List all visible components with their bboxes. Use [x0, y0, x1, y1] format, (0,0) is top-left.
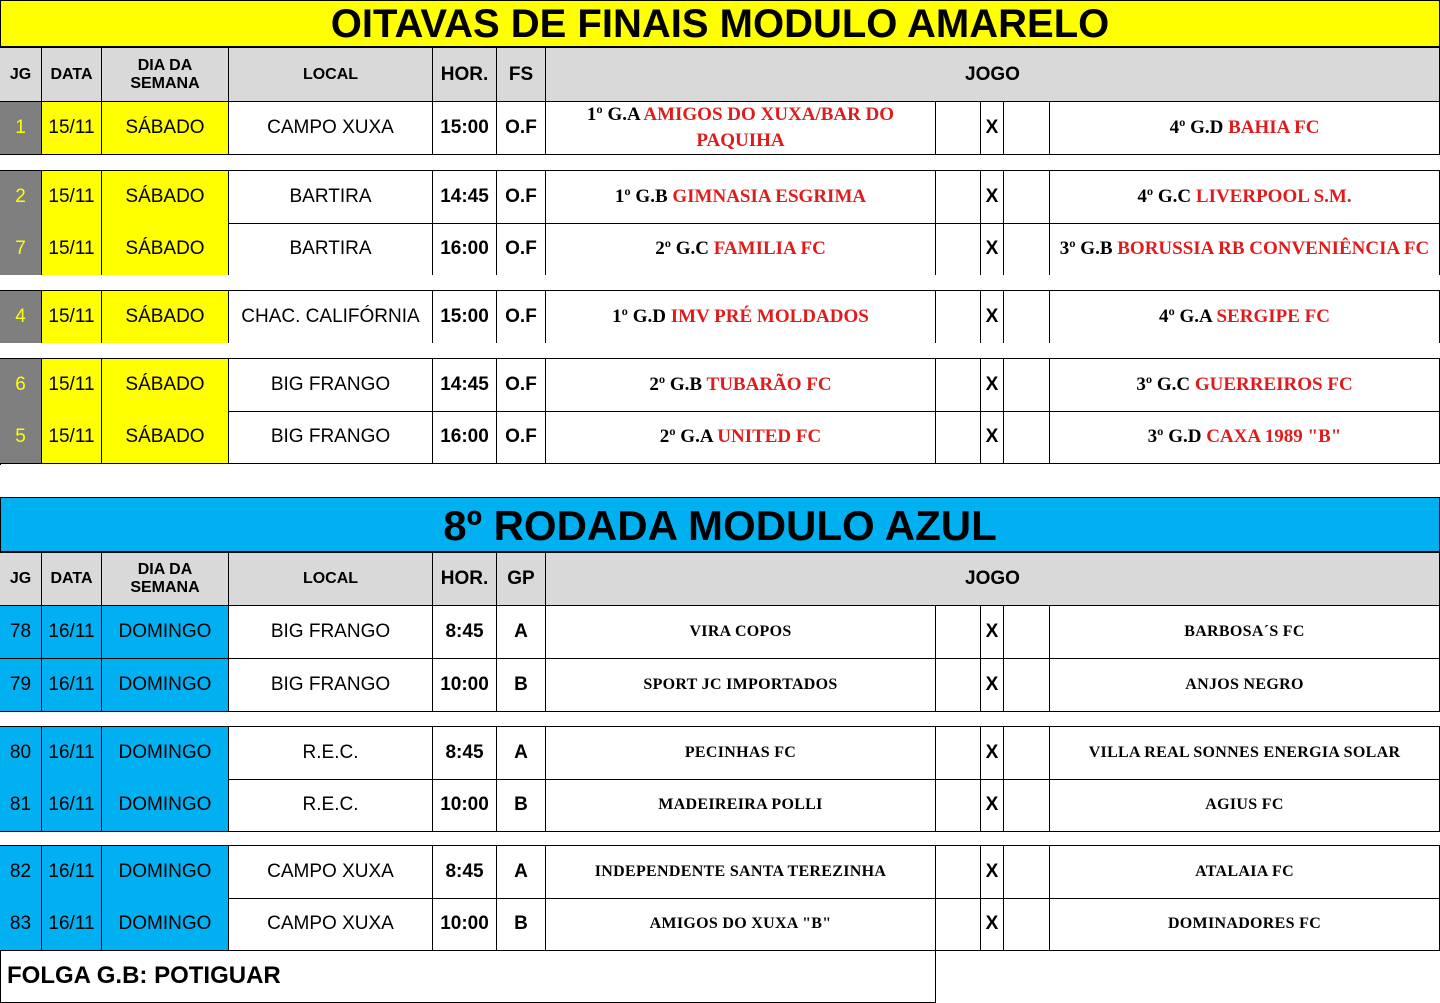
header-hor: HOR. — [433, 552, 497, 606]
match-date: 15/11 — [42, 359, 102, 412]
match-time: 10:00 — [433, 659, 497, 712]
match-weekday: SÁBADO — [102, 171, 229, 224]
versus-mark: X — [981, 779, 1004, 832]
away-team-name: LIVERPOOL S.M. — [1195, 186, 1352, 207]
header-data: DATA — [42, 47, 102, 102]
home-team — [546, 359, 936, 412]
row-spacer — [0, 275, 1440, 291]
match-weekday: SÁBADO — [102, 291, 229, 344]
score-away — [1004, 359, 1050, 412]
section-title-amarelo: OITAVAS DE FINAIS MODULO AMARELO — [0, 0, 1440, 47]
away-team — [1050, 359, 1440, 412]
match-number: 78 — [0, 606, 42, 659]
away-seed: 4º G.A — [1159, 306, 1212, 327]
home-team: AMIGOS DO XUXA "B" — [546, 898, 936, 951]
match-date: 16/11 — [42, 727, 102, 780]
away-team: AGIUS FC — [1050, 779, 1440, 832]
match-group: A — [497, 606, 546, 659]
match-weekday: DOMINGO — [102, 898, 229, 951]
match-venue: BIG FRANGO — [229, 411, 433, 464]
header-jogo: JOGO — [546, 47, 1440, 102]
versus-mark: X — [981, 102, 1004, 155]
match-venue: BARTIRA — [229, 171, 433, 224]
away-team — [1050, 411, 1440, 464]
score-away — [1004, 606, 1050, 659]
versus-mark: X — [981, 846, 1004, 899]
match-time: 10:00 — [433, 898, 497, 951]
score-home — [936, 779, 981, 832]
away-team-name: SERGIPE FC — [1216, 306, 1330, 327]
header-jg: JG — [0, 552, 42, 606]
away-team: BARBOSA´S FC — [1050, 606, 1440, 659]
score-home — [936, 659, 981, 712]
versus-mark: X — [981, 659, 1004, 712]
match-time: 10:00 — [433, 779, 497, 832]
home-team-name: UNITED FC — [717, 426, 822, 447]
match-date: 16/11 — [42, 846, 102, 899]
match-venue: CAMPO XUXA — [229, 898, 433, 951]
match-group: B — [497, 898, 546, 951]
versus-mark: X — [981, 359, 1004, 412]
away-team-name: CAXA 1989 "B" — [1206, 426, 1342, 447]
match-phase: O.F — [497, 102, 546, 155]
match-date: 15/11 — [42, 102, 102, 155]
match-time: 14:45 — [433, 359, 497, 412]
match-weekday: DOMINGO — [102, 606, 229, 659]
score-away — [1004, 171, 1050, 224]
away-team — [1050, 102, 1440, 155]
home-team-name: AMIGOS DO XUXA/BAR DO PAQUIHA — [643, 104, 895, 151]
home-seed: 1º G.A — [586, 104, 640, 125]
home-seed: 2º G.B — [649, 374, 703, 395]
match-number: 2 — [0, 171, 42, 224]
match-time: 15:00 — [433, 291, 497, 344]
match-date: 15/11 — [42, 171, 102, 224]
match-number: 5 — [0, 411, 42, 464]
match-venue: BIG FRANGO — [229, 659, 433, 712]
score-away — [1004, 223, 1050, 276]
score-home — [936, 291, 981, 344]
home-team-name: GIMNASIA ESGRIMA — [672, 186, 867, 207]
match-venue: CAMPO XUXA — [229, 846, 433, 899]
match-phase: O.F — [497, 171, 546, 224]
match-time: 16:00 — [433, 411, 497, 464]
match-number: 6 — [0, 359, 42, 412]
versus-mark: X — [981, 223, 1004, 276]
header-data: DATA — [42, 552, 102, 606]
header-jogo: JOGO — [546, 552, 1440, 606]
home-team: SPORT JC IMPORTADOS — [546, 659, 936, 712]
match-date: 16/11 — [42, 659, 102, 712]
score-home — [936, 102, 981, 155]
match-number: 1 — [0, 102, 42, 155]
match-group: B — [497, 779, 546, 832]
match-date: 15/11 — [42, 411, 102, 464]
away-team-name: BAHIA FC — [1228, 117, 1320, 138]
score-home — [936, 223, 981, 276]
match-time: 14:45 — [433, 171, 497, 224]
row-spacer — [0, 712, 1440, 727]
match-phase: O.F — [497, 411, 546, 464]
score-away — [1004, 727, 1050, 780]
match-phase: O.F — [497, 359, 546, 412]
section-title-azul: 8º RODADA MODULO AZUL — [0, 497, 1440, 552]
home-seed: 1º G.B — [614, 186, 668, 207]
away-team — [1050, 171, 1440, 224]
score-away — [1004, 659, 1050, 712]
away-seed: 4º G.C — [1137, 186, 1192, 207]
home-team-name: FAMILIA FC — [713, 238, 826, 259]
match-venue: R.E.C. — [229, 727, 433, 780]
home-team — [546, 291, 936, 344]
match-time: 8:45 — [433, 606, 497, 659]
away-team: DOMINADORES FC — [1050, 898, 1440, 951]
score-away — [1004, 846, 1050, 899]
home-team: INDEPENDENTE SANTA TEREZINHA — [546, 846, 936, 899]
away-team — [1050, 223, 1440, 276]
header-jg: JG — [0, 47, 42, 102]
home-team: MADEIREIRA POLLI — [546, 779, 936, 832]
folga-note: FOLGA G.B: POTIGUAR — [0, 951, 936, 1003]
home-team — [546, 223, 936, 276]
match-number: 79 — [0, 659, 42, 712]
row-spacer — [0, 155, 1440, 171]
versus-mark: X — [981, 411, 1004, 464]
match-date: 16/11 — [42, 779, 102, 832]
score-home — [936, 359, 981, 412]
row-spacer — [0, 832, 1440, 846]
match-weekday: SÁBADO — [102, 359, 229, 412]
home-seed: 1º G.D — [612, 306, 666, 327]
away-seed: 4º G.D — [1169, 117, 1224, 138]
score-home — [936, 171, 981, 224]
away-team — [1050, 291, 1440, 344]
versus-mark: X — [981, 291, 1004, 344]
match-time: 8:45 — [433, 727, 497, 780]
match-group: A — [497, 727, 546, 780]
score-away — [1004, 779, 1050, 832]
match-group: B — [497, 659, 546, 712]
versus-mark: X — [981, 898, 1004, 951]
score-home — [936, 846, 981, 899]
match-weekday: SÁBADO — [102, 223, 229, 276]
score-home — [936, 898, 981, 951]
away-team-name: BORUSSIA RB CONVENIÊNCIA FC — [1117, 238, 1430, 259]
match-venue: CHAC. CALIFÓRNIA — [229, 291, 433, 344]
score-home — [936, 606, 981, 659]
match-weekday: SÁBADO — [102, 411, 229, 464]
away-team: ATALAIA FC — [1050, 846, 1440, 899]
match-date: 15/11 — [42, 223, 102, 276]
score-home — [936, 727, 981, 780]
match-number: 7 — [0, 223, 42, 276]
home-seed: 2º G.A — [659, 426, 713, 447]
match-venue: CAMPO XUXA — [229, 102, 433, 155]
header-hor: HOR. — [433, 47, 497, 102]
match-phase: O.F — [497, 291, 546, 344]
match-time: 8:45 — [433, 846, 497, 899]
score-away — [1004, 411, 1050, 464]
match-date: 15/11 — [42, 291, 102, 344]
match-date: 16/11 — [42, 898, 102, 951]
away-seed: 3º G.C — [1136, 374, 1191, 395]
match-venue: BIG FRANGO — [229, 359, 433, 412]
match-number: 82 — [0, 846, 42, 899]
score-away — [1004, 291, 1050, 344]
versus-mark: X — [981, 606, 1004, 659]
home-team-name: IMV PRÉ MOLDADOS — [670, 306, 869, 327]
header-fs: FS — [497, 47, 546, 102]
match-weekday: DOMINGO — [102, 846, 229, 899]
away-team: ANJOS NEGRO — [1050, 659, 1440, 712]
match-venue: BARTIRA — [229, 223, 433, 276]
versus-mark: X — [981, 171, 1004, 224]
away-team-name: GUERREIROS FC — [1194, 374, 1353, 395]
match-time: 16:00 — [433, 223, 497, 276]
home-team — [546, 171, 936, 224]
match-venue: BIG FRANGO — [229, 606, 433, 659]
home-seed: 2º G.C — [655, 238, 709, 259]
score-away — [1004, 898, 1050, 951]
away-seed: 3º G.D — [1147, 426, 1202, 447]
home-team: VIRA COPOS — [546, 606, 936, 659]
match-group: A — [497, 846, 546, 899]
match-venue: R.E.C. — [229, 779, 433, 832]
match-weekday: DOMINGO — [102, 779, 229, 832]
match-number: 4 — [0, 291, 42, 344]
header-dia: DIA DA SEMANA — [102, 552, 229, 606]
home-team-name: TUBARÃO FC — [706, 374, 832, 395]
match-weekday: DOMINGO — [102, 659, 229, 712]
score-away — [1004, 102, 1050, 155]
home-team — [546, 102, 936, 155]
away-seed: 3º G.B — [1059, 238, 1113, 259]
match-date: 16/11 — [42, 606, 102, 659]
away-team: VILLA REAL SONNES ENERGIA SOLAR — [1050, 727, 1440, 780]
match-time: 15:00 — [433, 102, 497, 155]
header-gp: GP — [497, 552, 546, 606]
row-spacer — [0, 343, 1440, 359]
header-local: LOCAL — [229, 47, 433, 102]
header-dia: DIA DA SEMANA — [102, 47, 229, 102]
match-number: 83 — [0, 898, 42, 951]
home-team — [546, 411, 936, 464]
match-number: 81 — [0, 779, 42, 832]
home-team: PECINHAS FC — [546, 727, 936, 780]
header-local: LOCAL — [229, 552, 433, 606]
match-number: 80 — [0, 727, 42, 780]
score-home — [936, 411, 981, 464]
match-phase: O.F — [497, 223, 546, 276]
match-weekday: DOMINGO — [102, 727, 229, 780]
versus-mark: X — [981, 727, 1004, 780]
match-weekday: SÁBADO — [102, 102, 229, 155]
